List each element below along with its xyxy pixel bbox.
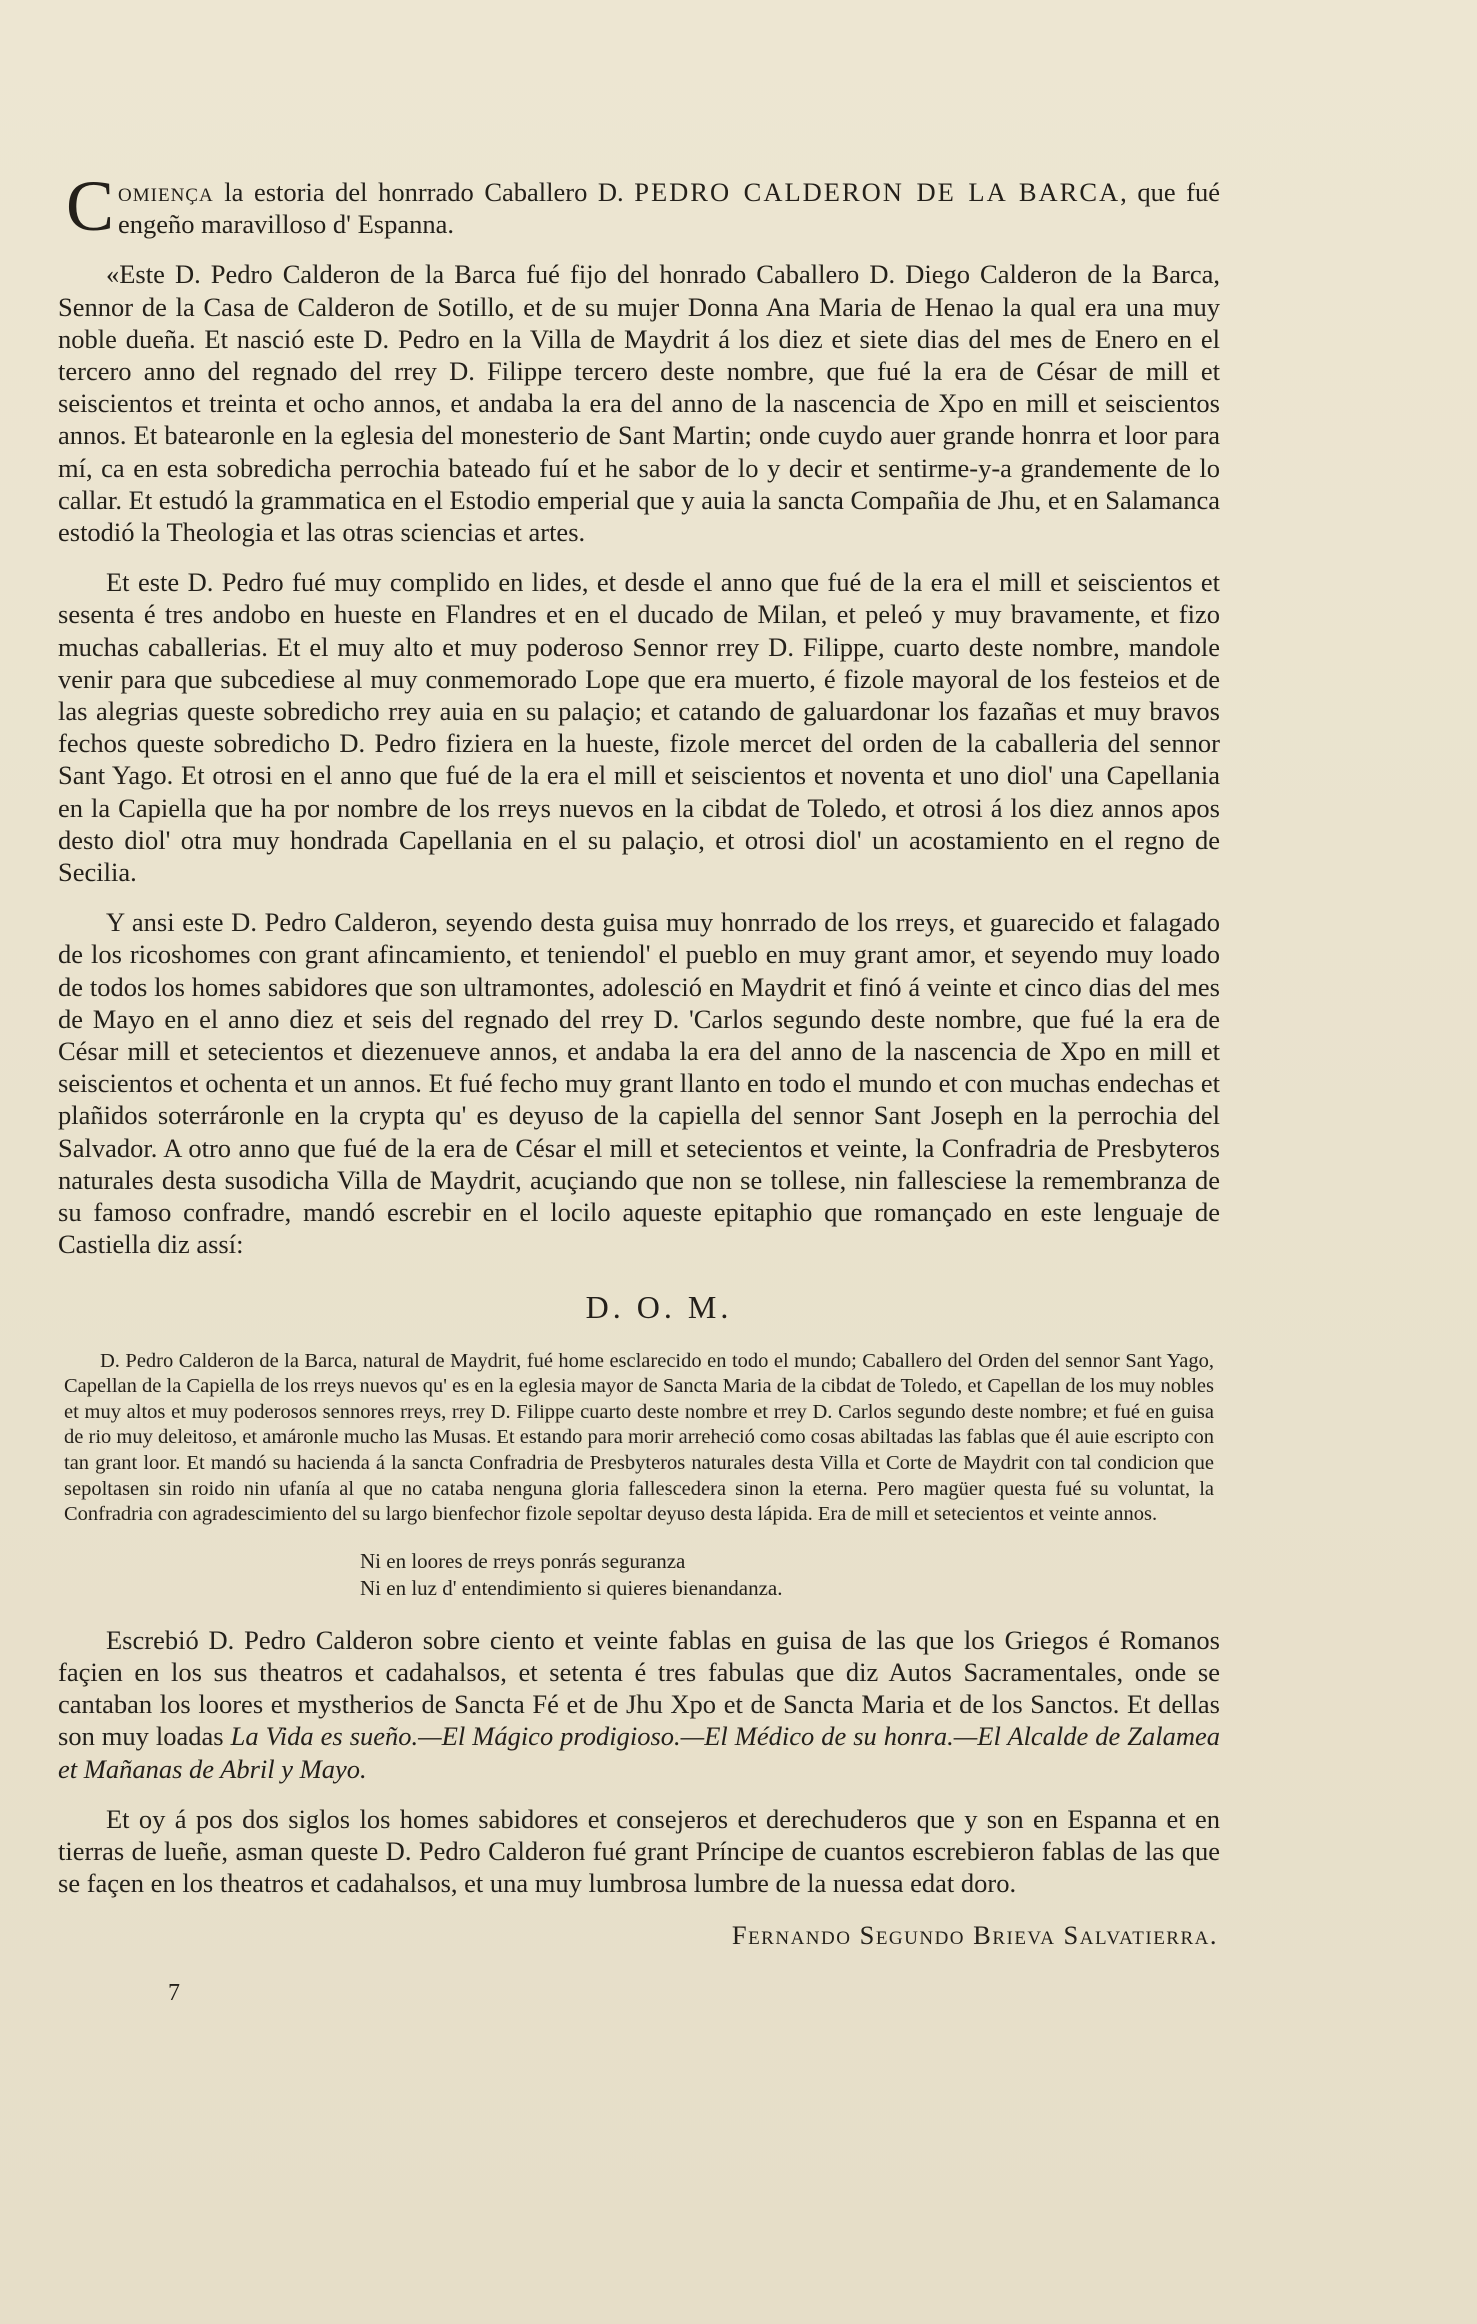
drop-cap: C <box>66 166 115 246</box>
verse-line: Ni en luz d' entendimiento si quieres bienandanza. <box>360 1575 783 1600</box>
author-signature: Fernando Segundo Brieva Salvatierra. <box>731 1920 1218 1951</box>
paragraph-legacy: Et oy á pos dos siglos los homes sabidores et consejeros et derechuderos que y son en Espanna et en tierras de lueñe, asman queste D. Pedro Calderon fué grant Príncipe de cuantos escrebieron fablas de las que se façen en los theatros et cadahalsos, et una muy lumbrosa lumbre de la nuessa edat doro. <box>58 1803 1220 1899</box>
works-intro: Escrebió D. Pedro Calderon sobre ciento et veinte fablas en guisa de las que los Griegos é Romanos façien en los sus theatros et cadahalsos, et setenta é tres fabulas que diz Autos Sacramentales, onde se cantaban los loores et mystherios de Sancta Fé et de Jhu Xpo et de Sancta Maria et de los Sanctos. Et dellas son muy loadas <box>58 1624 1220 1752</box>
subject-name: PEDRO CALDERON DE LA BARCA <box>634 177 1121 207</box>
dom-heading: D. O. M. <box>585 1288 733 1325</box>
paragraph-career: Et este D. Pedro fué muy complido en lides, et desde el anno que fué de la era el mill et seiscientos et sesenta é tres andobo en hueste en Flandres et en el ducado de Milan, et peleó y muy bravamente, et fizo muchas caballerias. Et el muy alto et muy poderoso Sennor rrey D. Filippe, cuarto deste nombre, mandole venir para que subcediese al muy conmemorado Lope que era muerto, é fizole mayoral de los festeios et de las alegrias queste sobredicho rrey auia en su palaçio; et catando de galuardonar los fazañas et muy bravos fechos queste sobredicho D. Pedro fiziera en la hueste, fizole mercet del orden de la caballeria del sennor Sant Yago. Et otrosi en el anno que fué de la era el mill et seiscientos et noventa et uno diol' una Capellania en la Capiella que ha por nombre de los rreys nuevos en la cibdat de Toledo, et otrosi á los diez annos apos desto diol' otra muy hondrada Capellania en el su palaçio, et otrosi diol' un acostamiento en el regno de Secilia. <box>58 567 1220 888</box>
works-titles: La Vida es sueño.—El Mágico prodigioso.—El Médico de su honra.—El Alcalde de Zalamea et Mañanas de Abril y Mayo. <box>58 1721 1220 1784</box>
verse-couplet <box>360 1548 1220 1602</box>
epitaph-text: D. Pedro Calderon de la Barca, natural de Maydrit, fué home esclarecido en todo el mundo; Caballero del Orden del sennor Sant Yago, Capellan de la Capiella de los rreys nuevos qu' es en la eglesia mayor de Sancta Maria de la cibdat de Toledo, et Capellan de los muy nobles et muy altos et muy poderosos sennores rreys, rrey D. Filippe cuarto deste nombre et rrey D. Carlos segundo deste nombre; et fué en guisa de rio muy deleitoso, et amáronle mucho las Musas. Et estando para morir arreheció como cosas abiltadas las fablas que él auie escripto con tan grant loor. Et mandó su hacienda á la sancta Confradria de Presbyteros naturales desta Villa et Corte de Maydrit con tal condicion que sepoltasen sin roido nin ufanía al que no cataba nenguna gloria fallescedera sinon la eterna. Pero magüer questa fué su voluntat, la Confradria con agradescimiento del su largo bienfechor fizole sepoltar deyuso desta lápida. Era de mill et setecientos et veinte annos. <box>64 1349 1214 1526</box>
opening-rest: , que fué engeño maravilloso d' Espanna. <box>118 177 1220 240</box>
page-number: 7 <box>168 1980 180 2006</box>
opening-paragraph <box>58 166 1220 246</box>
verse-line: Ni en loores de rreys ponrás seguranza <box>360 1548 686 1573</box>
opening-text: la estoria del honrrado Caballero D. <box>213 177 635 207</box>
document-body <box>58 166 1220 1952</box>
paragraph-birth: «Este D. Pedro Calderon de la Barca fué fijo del honrado Caballero D. Diego Calderon de la Barca, Sennor de la Casa de Calderon de Sotillo, et de su mujer Donna Ana Maria de Henao la qual era una muy noble dueña. Et nasció este D. Pedro en la Villa de Maydrit á los diez et siete dias del mes de Enero en el tercero anno del regnado del rrey D. Filippe tercero deste nombre, que fué la era de César de mill et seiscientos et treinta et ocho annos, et andaba la era del anno de la nascencia de Xpo en mill et seiscientos annos. Et batearonle en la eglesia del monesterio de Sant Martin; onde cuydo auer grande honrra et loor para mí, ca en esta sobredicha perrochia bateado fuí et he sabor de lo y decir et sentirme-y-a grandemente de lo callar. Et estudó la grammatica en el Estodio emperial que y auia la sancta Compañia de Jhu, et en Salamanca estodió la Theologia et las otras sciencias et artes. <box>58 259 1220 548</box>
paragraph-death: Y ansi este D. Pedro Calderon, seyendo desta guisa muy honrrado de los rreys, et guarecido et falagado de los ricoshomes con grant afincamiento, et teniendol' el pueblo en muy grant amor, et seyendo muy loado de todos los homes sabidores que son ultramontes, adolesció en Maydrit et finó á veinte et cinco dias del mes de Mayo en el anno diez et seis del regnado del rrey D. 'Carlos segundo deste nombre, que fué la era de César mill et setecientos et diezenueve annos, et andaba la era del anno de la nascencia de Xpo en mill et seiscientos et ochenta et un annos. Et fué fecho muy grant llanto en todo el mundo et con muchas endechas et plañidos soterráronle en la crypta qu' es deyuso de la capiella del sennor Sant Joseph en la perrochia del Salvador. A otro anno que fué de la era de César el mill et setecientos et veinte, la Confradria de Presbyteros naturales desta susodicha Villa de Maydrit, acuçiando que non se tollese, nin fallesciese la remembranza de su famoso confradre, mandó escrebir en el locilo aqueste epitaphio que romançado en este lenguaje de Castiella diz assí: <box>58 907 1220 1260</box>
paragraph-works <box>58 1624 1220 1785</box>
opening-smallcaps: omienҫa <box>118 177 214 207</box>
